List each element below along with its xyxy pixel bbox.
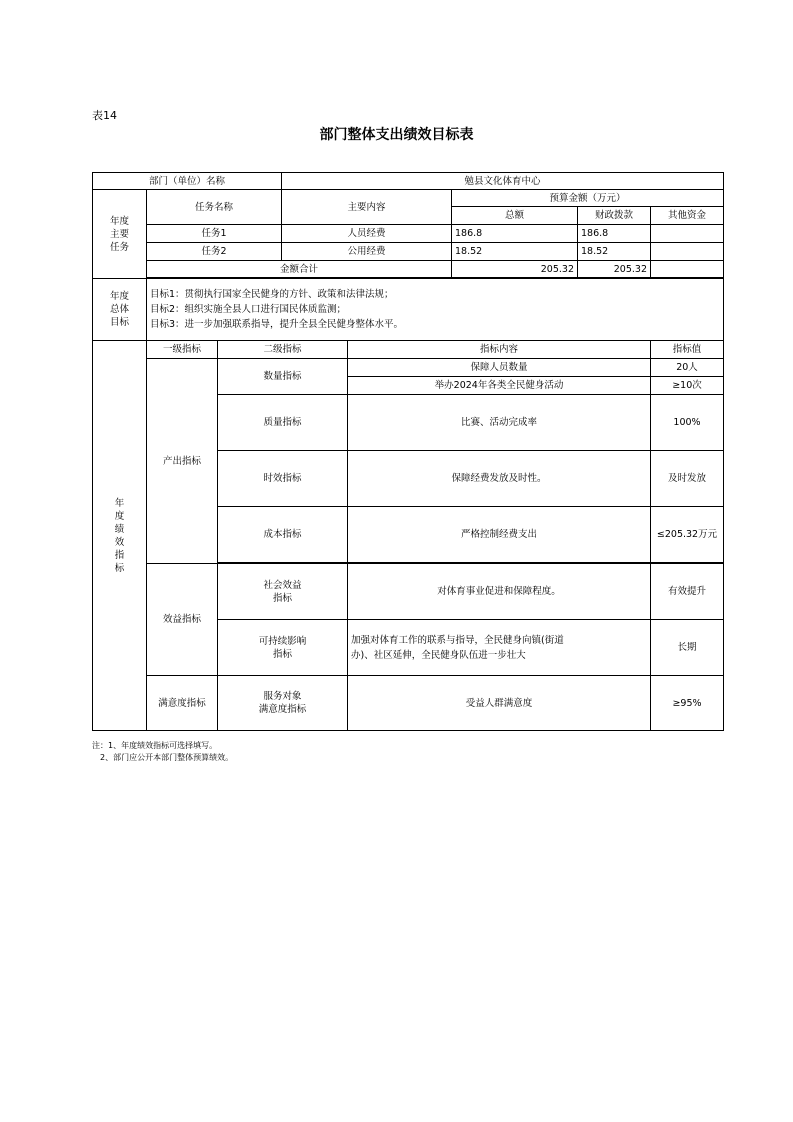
performance-indicators-section-label: [93, 341, 147, 731]
content-line: 加强对体育工作的联系与指导，全民健身向镇(街道: [351, 634, 564, 646]
indicator-value: 100%: [651, 395, 724, 451]
table-row: [93, 225, 724, 243]
section-char: 绩: [114, 523, 125, 535]
quality-indicator-label: 质量指标: [218, 395, 348, 451]
section-line: 任务: [109, 241, 129, 253]
indicator-content: 受益人群满意度: [348, 676, 651, 731]
section-line: 年度: [109, 291, 129, 302]
indicator-content: 对体育事业促进和保障程度。: [348, 564, 651, 620]
benefit-indicator-label: 效益指标: [147, 564, 218, 676]
goal-line: 目标1：贯彻执行国家全民健身的方针、政策和法律法规；: [150, 289, 394, 300]
section-line: 目标: [109, 317, 129, 328]
label-line: 可持续影响: [258, 635, 307, 647]
dept-name-value: 勉县文化体育中心: [282, 173, 724, 190]
level1-header: 一级指标: [147, 341, 218, 359]
goals-row: [93, 279, 724, 341]
table-row: [93, 243, 724, 261]
page-title: 部门整体支出绩效目标表: [319, 127, 474, 143]
sum-other: [651, 261, 724, 278]
goal-line: 目标3：进一步加强联系指导，提升全县全民健身整体水平。: [150, 319, 404, 330]
section-line: 主要: [109, 228, 129, 240]
section-char: 年: [114, 497, 125, 509]
indicator-content: 严格控制经费支出: [348, 507, 651, 563]
task-fiscal: 186.8: [578, 225, 651, 243]
goal-line: 目标2：组织实施全县人口进行国民体质监测；: [150, 304, 347, 315]
sum-fiscal: 205.32: [578, 261, 651, 278]
task-content-header: 主要内容: [282, 190, 452, 225]
social-benefit-label: [218, 564, 348, 620]
label-line: 指标: [272, 592, 292, 604]
footnote: 注：1、年度绩效指标可选择填写。: [92, 741, 218, 750]
budget-fiscal-header: 财政拨款: [578, 207, 651, 225]
dept-name-label: 部门（单位）名称: [93, 173, 282, 190]
indicator-content-header: 指标内容: [348, 341, 651, 359]
service-satisfaction-label: [218, 676, 348, 731]
label-line: 社会效益: [263, 579, 302, 591]
footnotes: [92, 740, 233, 764]
sum-total: 205.32: [452, 261, 578, 278]
indicator-value: 有效提升: [651, 564, 724, 620]
annual-tasks-section-label: [93, 190, 147, 279]
budget-total-header: 总额: [452, 207, 578, 225]
section-char: 指: [114, 549, 125, 561]
indicator-content: [348, 620, 651, 676]
task-name: 任务1: [147, 225, 282, 243]
task-header-row: [93, 190, 724, 207]
dept-row: [93, 173, 724, 190]
budget-other-header: 其他资金: [651, 207, 724, 225]
label-line: 满意度指标: [258, 704, 307, 715]
task-content: 人员经费: [282, 225, 452, 243]
indicator-value: 长期: [651, 620, 724, 676]
footnote: 2、部门应公开本部门整体预算绩效。: [100, 753, 234, 762]
cost-indicator-label: 成本指标: [218, 507, 348, 563]
content-line: 办)、社区延伸，全民健身队伍进一步壮大: [351, 649, 526, 661]
indicator-value: 20人: [651, 359, 724, 377]
task-fiscal: 18.52: [578, 243, 651, 261]
task-other: [651, 225, 724, 243]
section-line: 年度: [109, 215, 129, 227]
indicator-value: ≥10次: [651, 377, 724, 395]
annual-goals-section-label: [93, 279, 147, 341]
indicator-value: ≥95%: [651, 676, 724, 731]
indicator-value-header: 指标值: [651, 341, 724, 359]
indicator-content: 保障经费发放及时性。: [348, 451, 651, 507]
task-content: 公用经费: [282, 243, 452, 261]
goals-content: [147, 279, 724, 341]
task-name: 任务2: [147, 243, 282, 261]
task-total: 186.8: [452, 225, 578, 243]
performance-target-table: [92, 172, 724, 731]
quantity-indicator-label: 数量指标: [218, 359, 348, 395]
section-char: 效: [114, 536, 125, 548]
indicator-content: 保障人员数量: [348, 359, 651, 377]
indicator-value: 及时发放: [651, 451, 724, 507]
satisfaction-indicator-label: 满意度指标: [147, 676, 218, 731]
timeliness-indicator-label: 时效指标: [218, 451, 348, 507]
table-row: [93, 564, 724, 620]
label-line: 指标: [272, 648, 292, 660]
output-indicator-label: 产出指标: [147, 359, 218, 564]
sum-label: 金额合计: [147, 261, 452, 278]
indicator-value: ≤205.32万元: [651, 507, 724, 563]
task-other: [651, 243, 724, 261]
level2-header: 二级指标: [218, 341, 348, 359]
task-total: 18.52: [452, 243, 578, 261]
budget-amount-header: 预算金额（万元）: [452, 190, 724, 207]
section-char: 度: [114, 510, 125, 522]
section-char: 标: [114, 562, 125, 574]
task-name-header: 任务名称: [147, 190, 282, 225]
table-row: [93, 359, 724, 377]
indicator-content: 比赛、活动完成率: [348, 395, 651, 451]
label-line: 服务对象: [263, 691, 302, 702]
sum-row: [93, 261, 724, 278]
indicator-header-row: [93, 341, 724, 359]
indicator-content: 举办2024年各类全民健身活动: [348, 377, 651, 395]
sustainable-impact-label: [218, 620, 348, 676]
section-line: 总体: [109, 304, 129, 315]
table-row: [93, 676, 724, 731]
table-number-label: 表14: [92, 109, 117, 122]
